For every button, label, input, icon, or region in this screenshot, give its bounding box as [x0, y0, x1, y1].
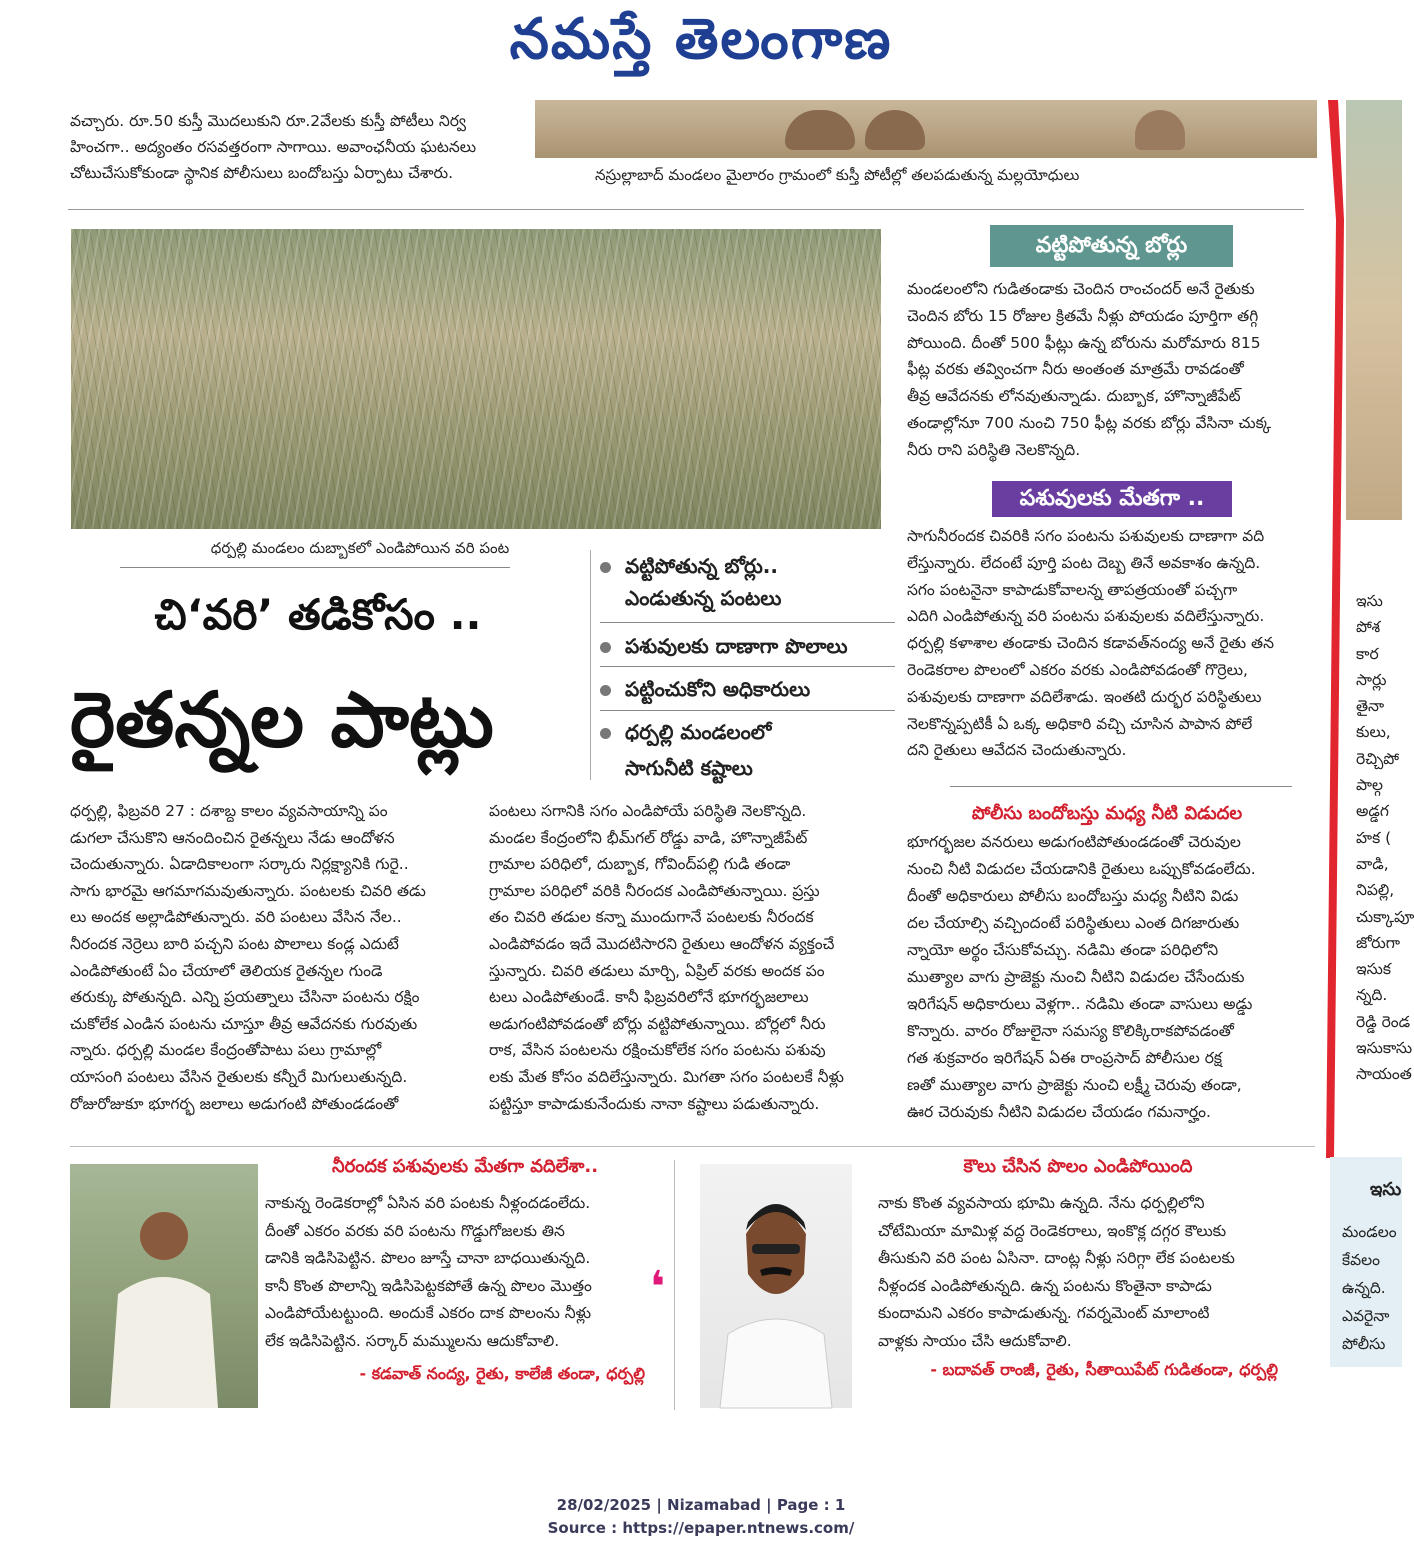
text-line: నాకున్న రెండెకరాల్లో ఏసిన వరి పంటకు నీళ్లందడంలేదు. [265, 1194, 591, 1212]
text-fragment: పోశ [1356, 618, 1381, 637]
wrestling-photo-caption: నస్రుల్లాబాద్ మండలం మైలారం గ్రామంలో కుస్తీ పోటీల్లో తలపడుతున్న మల్లయోధులు [595, 166, 1080, 184]
section-heading-police: పోలీసు బందోబస్తు మధ్య నీటి విడుదల [971, 803, 1243, 824]
text-line: యాసంగి పంటలు వేసిన రైతులకు కన్నీరే మిగులుతున్నది. [70, 1067, 408, 1086]
text-fragment: కేవలం [1342, 1251, 1380, 1269]
highlight-item [600, 630, 895, 662]
text-fragment: ఇసుకాసు [1356, 1039, 1413, 1058]
text-fragment: కులు, [1356, 723, 1391, 742]
text-line: గత శుక్రవారం ఇరిగేషన్ ఏఈ రాంప్రసాద్ పోలీసుల రక్ష [907, 1049, 1223, 1067]
footer-source-link[interactable]: Source : https://epaper.ntnews.com/ [547, 1519, 855, 1537]
text-line: పశువులకు దాణాగా వదిలేశాడు. ఇంతటి దుర్భర పరిస్థితులు [907, 687, 1262, 706]
highlight-separator [600, 622, 895, 623]
text-line: ఎండిపోతుంటే ఏం చేయాలో తెలియక రైతన్నల గుండె [70, 961, 383, 980]
text-line: సగం పంటనైనా కాపాడుకోవాలన్న తాపత్రయంతో పచ్చగా [907, 580, 1238, 599]
right-edge-column [1356, 588, 1414, 1088]
text-line: దీంతో ఎకరం వరకు వరి పంటను గొడ్డుగోజలకు తిన [265, 1221, 565, 1240]
highlight-text: పశువులకు దాణాగా పొలాలు [625, 634, 848, 658]
text-line: చెందిన బోరు 15 రోజుల క్రితమే నీళ్లు పోయడం పూర్తిగా తగ్గి [907, 306, 1259, 325]
top-story-tail [70, 108, 525, 186]
right-edge-photo [1346, 100, 1402, 520]
text-line: లేస్తున్నారు. లేదంటే పూర్తి పంట దెబ్బ తినే అవకాశం ఉన్నది. [907, 553, 1261, 572]
text-fragment: హక ( [1356, 828, 1392, 847]
quote-mark-icon: ❛ [650, 1262, 666, 1313]
text-line: స్తున్నారు. చివరి తడులు మార్చి, ఏప్రిల్ వరకు అందక పం [489, 961, 825, 980]
text-fragment: నిపల్లి, [1356, 881, 1395, 900]
text-fragment: తైనా [1356, 697, 1385, 716]
text-fragment: న్నది. [1356, 986, 1388, 1005]
main-article-column-2 [489, 798, 889, 1117]
text-fragment: రెడ్డి రెండ [1356, 1012, 1411, 1031]
text-line: లకు మేత కోసం వదిలేస్తున్నారు. మిగతా సగం పంటలకే నీళ్లు [489, 1067, 844, 1086]
quote1-heading: నీరందక పశువులకు మేతగా వదిలేశా.. [331, 1156, 599, 1177]
text-line: భూగర్భజల వనరులు అడుగంటిపోతుండడంతో చెరువుల [907, 833, 1241, 851]
text-line: నీరు రాని పరిస్థితి నెలకొన్నది. [907, 440, 1081, 459]
text-fragment: అడ్డగ [1356, 802, 1389, 821]
text-line: దని రైతులు ఆవేదన చెందుతున్నారు. [907, 741, 1127, 760]
text-fragment: ఇసుక [1356, 960, 1392, 979]
text-line: కానీ కొంత పొలాన్ని ఇడిసిపెట్టకపోతే ఉన్న పొలం మొత్తం [265, 1276, 592, 1295]
text-line: న్నాయో అర్థం చేసుకోవచ్చు. నడిమి తండా పరిధిలోని [907, 941, 1219, 959]
text-fragment: జోరుగా [1356, 933, 1400, 952]
quote2-heading: కౌలు చేసిన పొలం ఎండిపోయింది [963, 1156, 1193, 1177]
text-line: తరుక్కు పోతున్నది. ఎన్ని ప్రయత్నాలు చేసినా పంటను రక్షిం [70, 988, 420, 1007]
headline-line-1: చి‘వరి’ తడికోసం .. [154, 590, 482, 639]
text-line: ఫీట్ల వరకు తవ్వించగా నీరు అంతంత మాత్రమే రావడంతో [907, 360, 1244, 379]
text-line: ఎండిపోయేటట్టుంది. అందుకే ఎకరం దాక పొలంను నీళ్లు [265, 1304, 592, 1322]
text-fragment: మండలం [1342, 1223, 1397, 1241]
bullet-icon [600, 685, 611, 696]
right-edge-box [1330, 1157, 1402, 1367]
text-line: ఎదిగి ఎండిపోతున్న వరి పంటను పశువులకు వదిలేస్తున్నారు. [907, 607, 1265, 626]
text-line: ణతో ముత్యాల వాగు ప్రాజెక్టు నుంచి లక్ష్మీ చెరువు తండా, [907, 1076, 1242, 1094]
text-line: నుంచి నీటి విడుదల చేయడానికి రైతులు ఒప్పుకోవడంలేదు. [907, 860, 1256, 878]
text-line: దల చేయాల్సి వచ్చిందంటే పరిస్థితులు ఎంత దిగజారుతు [907, 914, 1240, 932]
highlight-item [600, 673, 895, 705]
highlight-text: సాగునీటి కష్టాలు [625, 756, 753, 780]
quote2-body [878, 1190, 1278, 1355]
field-photo-caption: ధర్పల్లి మండలం దుబ్బాకలో ఎండిపోయిన వరి పంట [210, 539, 510, 557]
text-line: పోయింది. దీంతో 500 ఫీట్లు ఉన్న బోరును మరోమారు 815 [907, 333, 1261, 352]
text-line: దీంతో అధికారులు పోలీసు బందోబస్తు మధ్య నీటిని విడు [907, 887, 1239, 905]
text-line: మండలంలోని గుడితండాకు చెందిన రాంచందర్ అనే రైతుకు [907, 280, 1255, 298]
top-divider [68, 209, 1304, 210]
text-line: డానికి ఇడిసిపెట్టిన. పొలం జూస్తే చానా బాధయితున్నది. [265, 1249, 591, 1267]
text-line: తీవ్ర ఆవేదనకు లోనవుతున్నాడు. దుబ్బాక, హొన్నాజీపేట్ [907, 387, 1241, 406]
text-fragment: రెచ్చిపో [1356, 749, 1400, 768]
text-line: తం చివరి తడుల కన్నా ముందుగానే పంటలకు నీరందక [489, 908, 814, 927]
text-line: రెండెకరాల పొలంలో ఎకరం వరకు ఎండిపోవడంతో గొర్రెలు, [907, 660, 1248, 679]
text-line: హించగా.. అద్యంతం రసవత్తరంగా సాగాయి. అవాంఛనీయ ఘటనలు [70, 138, 477, 156]
quotes-vertical-divider [674, 1160, 675, 1410]
text-line: తండాల్లోనూ 700 నుంచి 750 ఫీట్ల వరకు బోర్లు వేసినా చుక్క [907, 413, 1272, 432]
text-line: చుకోలేక ఎండిన పంటను చూస్తూ తీవ్ర ఆవేదనకు గురవుతు [70, 1014, 418, 1033]
text-fragment: సాయంత [1356, 1065, 1412, 1084]
text-line: నాకు కొంత వ్యవసాయ భూమి ఉన్నది. నేను ధర్పల్లిలోని [878, 1194, 1205, 1212]
bullet-icon [600, 642, 611, 653]
bullet-icon [600, 728, 611, 739]
text-line: పట్టిస్తూ కాపాడుకునేందుకు నానా కష్టాలు పడుతున్నారు. [489, 1094, 820, 1113]
text-line: మండల కేంద్రంలోని భీమ్‌గల్ రోడ్డు వాడి, హొన్నాజీపేట్ [489, 828, 808, 847]
text-line: వచ్చారు. రూ.50 కుస్తీ మొదలుకుని రూ.2వేలకు కుస్తీ పోటీలు నిర్వ [70, 112, 467, 130]
section-borewells-body [907, 276, 1312, 464]
caption-underline [120, 567, 510, 568]
text-line: తీసుకుని వరి పంట ఏసినా. దాంట్ల నీళ్లు సరిగ్గా లేక పంటలకు [878, 1249, 1235, 1267]
highlight-item [600, 550, 895, 614]
text-line: రాక, వేసిన పంటలను రక్షించుకోలేక సగం పంటను పశువు [489, 1041, 826, 1060]
red-divider-bar [1326, 100, 1346, 1158]
text-fragment: వాడి, [1356, 854, 1389, 873]
text-fragment: ఎవరైనా [1342, 1307, 1390, 1325]
highlight-text: పట్టించుకోని అధికారులు [625, 677, 811, 701]
text-fragment: చుక్కాపూ [1356, 907, 1414, 926]
wrestling-photo [535, 100, 1317, 158]
text-fragment: పాల్గ [1356, 776, 1383, 795]
headline-line-2: రైతన్నల పాట్లు [70, 675, 494, 764]
text-line: గ్రామాల పరిధిలో వరికి నీరందక ఎండిపోతున్నాయి. ప్రస్తు [489, 881, 820, 900]
newspaper-masthead: నమస్తే తెలంగాణ [509, 7, 893, 72]
text-fragment: పోలీసు [1342, 1335, 1386, 1353]
highlight-text: ధర్పల్లి మండలంలో [625, 720, 772, 744]
text-line: కుందామని ఎకరం కాపాడుతున్న. గవర్నమెంట్ మాలాంటి [878, 1304, 1210, 1322]
text-line: న్నారు. ధర్పల్లి మండల కేంద్రంతోపాటు పలు గ్రామాల్లో [70, 1041, 382, 1060]
text-line: ఊర చెరువుకు నీటిని విడుదల చేయడం గమనార్హం. [907, 1103, 1211, 1121]
footer-dateline: 28/02/2025 | Nizamabad | Page : 1 [556, 1496, 846, 1514]
text-line: చోటుచేసుకోకుండా స్థానిక పోలీసులు బందోబస్తు ఏర్పాటు చేశారు. [70, 164, 454, 182]
text-line: ధర్పల్లి, ఫిబ్రవరి 27 : దశాబ్ద కాలం వ్యవసాయాన్ని పం [70, 802, 388, 820]
highlight-separator [600, 666, 895, 667]
text-fragment: ఇసు [1356, 592, 1383, 610]
right-edge-box-heading: ఇసు [1370, 1179, 1402, 1200]
text-line: కొన్నారు. వారం రోజులైనా సమస్య కొలిక్కిరాకపోవడంతో [907, 1022, 1234, 1040]
section-separator [950, 786, 1292, 787]
text-line: నెలకొన్నప్పటికీ ఏ ఒక్క అధికారి వచ్చి చూసిన పాపాన పోలే [907, 714, 1253, 733]
text-fragment: కార [1356, 644, 1379, 663]
text-line: లేక ఇడిసిపెట్టిన. సర్కార్ మమ్ములను ఆదుకోవాలి. [265, 1331, 560, 1350]
highlight-text: ఎండుతున్న పంటలు [625, 586, 782, 610]
quote2-signature: - బదావత్ రాంజీ, రైతు, సీతాయిపేట్ గుడితండా, ధర్పల్లి [930, 1360, 1278, 1379]
section-fodder-body [907, 523, 1312, 764]
dried-paddy-field-photo [71, 229, 881, 529]
quote1-body [265, 1190, 645, 1355]
text-line: ఇరిగేషన్ అధికారులు వెళ్లగా.. నడిమి తండా వాసులు అడ్డు [907, 995, 1253, 1013]
text-line: అడుగంటిపోవడంతో బోర్లు వట్టిపోతున్నాయి. బోర్లలో నీరు [489, 1014, 826, 1033]
quotes-top-divider [70, 1146, 1315, 1147]
text-line: సాగు భారమై ఆగమాగమవుతున్నారు. పంటలకు చివరి తడు [70, 881, 426, 900]
highlight-text: వట్టిపోతున్న బోర్లు.. [625, 554, 778, 578]
highlights-divider [590, 550, 591, 780]
text-fragment: ఉన్నది. [1342, 1279, 1386, 1297]
text-line: గ్రామాల పరిధిలో, దుబ్బాక, గోవింద్‌పల్లి గుడి తండా [489, 855, 791, 874]
section-heading-fodder: పశువులకు మేతగా .. [992, 481, 1232, 517]
text-line: వాళ్లకు సాయం చేసి ఆదుకోవాలి. [878, 1331, 1072, 1350]
bullet-icon [600, 562, 611, 573]
text-line: సాగునీరందక చివరికి సగం పంటను పశువులకు దాణాగా వది [907, 527, 1265, 545]
section-police-body [907, 829, 1312, 1126]
text-line: పంటలు సగానికి సగం ఎండిపోయే పరిస్థితి నెలకొన్నది. [489, 802, 807, 820]
quote1-signature: - కడవాత్ నంద్య, రైతు, కాలేజీ తండా, ధర్పల్లి [359, 1364, 645, 1383]
main-article-column-1 [70, 798, 470, 1117]
text-line: చోటేమియా మామిళ్ల వద్ద రెండెకరాలు, ఇంకొక్ల దగ్గర కౌలుకు [878, 1221, 1227, 1240]
farmer-portrait-1 [70, 1164, 258, 1408]
text-line: నీళ్లందక ఎండిపోతున్నది. ఉన్న పంటను కొంతైనా కాపాడు [878, 1276, 1212, 1295]
text-line: ముత్యాల వాగు ప్రాజెక్టు నుంచి నీటిని విడుదల చేసేందుకు [907, 968, 1245, 986]
text-line: లు అందక అల్లాడిపోతున్నారు. వరి పంటలు వేసిన నేల.. [70, 908, 402, 927]
text-fragment: సార్లు [1356, 670, 1387, 689]
section-heading-borewells: వట్టిపోతున్న బోర్లు [990, 225, 1233, 267]
highlight-separator [600, 710, 895, 711]
farmer-portrait-2 [700, 1164, 852, 1408]
text-line: రోజురోజుకూ భూగర్భ జలాలు అడుగంటి పోతుండడంతో [70, 1094, 399, 1113]
text-line: ధర్పల్లి కళాశాల తండాకు చెందిన కడావత్‌నంద్య అనే రైతు తన [907, 634, 1274, 653]
text-line: టలు ఎండిపోతుండే. కానీ ఫిబ్రవరిలోనే భూగర్భజలాలు [489, 988, 809, 1007]
text-line: నీరందక నెర్రెలు బారి పచ్చని పంట పొలాలు కండ్ల ఎదుటే [70, 934, 399, 953]
text-line: డుగలా చేసుకొని ఆనందించిన రైతన్నలు నేడు ఆందోళన [70, 828, 395, 847]
text-line: ఎండిపోవడం ఇదే మొదటిసారని రైతులు ఆందోళన వ్యక్తంచే [489, 934, 835, 953]
highlight-item [600, 716, 895, 784]
text-line: చెందుతున్నారు. ఏడాదికాలంగా సర్కారు నిర్లక్ష్యానికి గురై.. [70, 855, 409, 874]
